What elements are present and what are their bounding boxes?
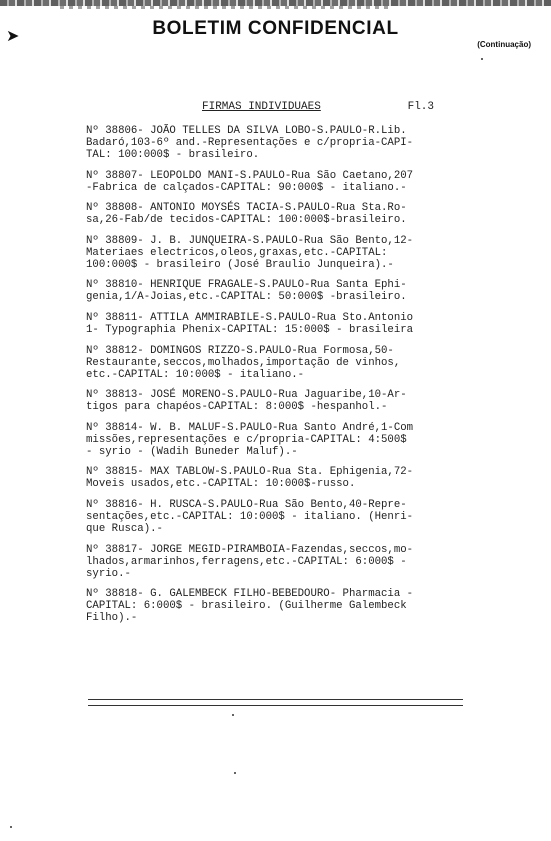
corner-arrow-mark: ➤ (6, 26, 20, 45)
entry-line: lhados,armarinhos,ferragens,etc.-CAPITAL: 6:000$ - (86, 555, 407, 568)
entry-line: Nº 38818- G. GALEMBECK FILHO-BEBEDOURO- Pharmacia - (86, 588, 414, 601)
entry-line: Badaró,103-6º and.-Representações e c/propria-CAPI- (86, 137, 414, 149)
entry-block (86, 588, 546, 624)
entry-block (86, 125, 546, 161)
closing-rule-bottom (88, 705, 463, 706)
entry-line: sa,26-Fab/de tecidos-CAPITAL: 100:000$-brasileiro. (86, 214, 407, 227)
scan-speck (232, 714, 234, 716)
entry-line: Nº 38811- ATTILA AMMIRABILE-S.PAULO-Rua Sto.Antonio (86, 311, 414, 324)
entry-line: Nº 38815- MAX TABLOW-S.PAULO-Rua Sta. Ephigenia,72- (86, 466, 414, 479)
folio-number: Fl.3 (407, 101, 434, 113)
entry-line: que Rusca).- (86, 522, 163, 535)
entry-line: Filho).- (86, 612, 138, 625)
section-heading (202, 101, 434, 115)
entry-line: tigos para chapéos-CAPITAL: 8:000$ -hespanhol.- (86, 401, 388, 414)
entry-line: Nº 38810- HENRIQUE FRAGALE-S.PAULO-Rua Santa Ephi- (86, 279, 407, 292)
entry-block (86, 422, 546, 458)
entry-line: etc.-CAPITAL: 10:000$ - italiano.- (86, 368, 305, 381)
entry-line: - syrio - (Wadih Buneder Maluf).- (86, 445, 298, 458)
entry-line: -Fabrica de calçados-CAPITAL: 90:000$ - italiano.- (86, 181, 407, 194)
entry-block (86, 466, 546, 490)
entry-block (86, 312, 546, 336)
entry-block (86, 544, 546, 580)
entry-line: Nº 38809- J. B. JUNQUEIRA-S.PAULO-Rua São Bento,12- (86, 234, 414, 247)
entry-line: sentações,etc.-CAPITAL: 10:000$ - italiano. (Henri- (86, 510, 414, 523)
entry-block (86, 279, 546, 303)
entry-line: genia,1/A-Joias,etc.-CAPITAL: 50:000$ -brasileiro. (86, 291, 407, 304)
entry-block (86, 345, 546, 381)
entry-line: Nº 38807- LEOPOLDO MANI-S.PAULO-Rua São Caetano,207 (86, 169, 414, 182)
entry-line: CAPITAL: 6:000$ - brasileiro. (Guilherme Galembeck (86, 600, 407, 613)
entry-line: Nº 38812- DOMINGOS RIZZO-S.PAULO-Rua Formosa,50- (86, 344, 394, 357)
entry-line: missões,representações e c/propria-CAPITAL: 4:500$ (86, 433, 407, 446)
scan-edge-smudge-secondary (60, 6, 390, 9)
continuation-label: (Continuação) (477, 40, 531, 49)
entry-block (86, 170, 546, 194)
entry-line: Nº 38808- ANTONIO MOYSÉS TACIA-S.PAULO-Rua Sta.Ro- (86, 202, 407, 215)
entry-line: Nº 38817- JORGE MEGID-PIRAMBOIA-Fazendas,seccos,mo- (86, 543, 414, 556)
entry-block (86, 499, 546, 535)
document-title: BOLETIM CONFIDENCIAL (152, 18, 399, 39)
entry-line: Nº 38814- W. B. MALUF-S.PAULO-Rua Santo André,1-Com (86, 421, 414, 434)
entry-line: Materiaes electricos,oleos,graxas,etc.-CAPITAL: (86, 246, 388, 259)
closing-rule-top (88, 699, 463, 700)
entry-line: Nº 38816- H. RUSCA-S.PAULO-Rua São Bento,40-Repre- (86, 498, 407, 511)
entry-line: Restaurante,seccos,molhados,importação de vinhos, (86, 356, 401, 369)
scan-speck (10, 826, 12, 828)
entry-line: TAL: 100:000$ - brasileiro. (86, 149, 260, 161)
section-title: FIRMAS INDIVIDUAES (202, 101, 321, 113)
scan-speck (481, 58, 483, 60)
entry-line: Nº 38806- JOÃO TELLES DA SILVA LOBO-S.PAULO-R.Lib. (86, 125, 407, 137)
scan-speck (234, 772, 236, 774)
entry-line: 1- Typographia Phenix-CAPITAL: 15:000$ - brasileira (86, 323, 414, 336)
entry-line: syrio.- (86, 567, 131, 580)
entry-line: Nº 38813- JOSÉ MORENO-S.PAULO-Rua Jaguaribe,10-Ar- (86, 389, 407, 402)
entry-line: Moveis usados,etc.-CAPITAL: 10:000$-russo. (86, 478, 356, 491)
entry-list (86, 125, 546, 633)
entry-block (86, 389, 546, 413)
entry-line: 100:000$ - brasileiro (José Braulio Junqueira).- (86, 258, 394, 271)
entry-block (86, 202, 546, 226)
entry-block (86, 235, 546, 271)
